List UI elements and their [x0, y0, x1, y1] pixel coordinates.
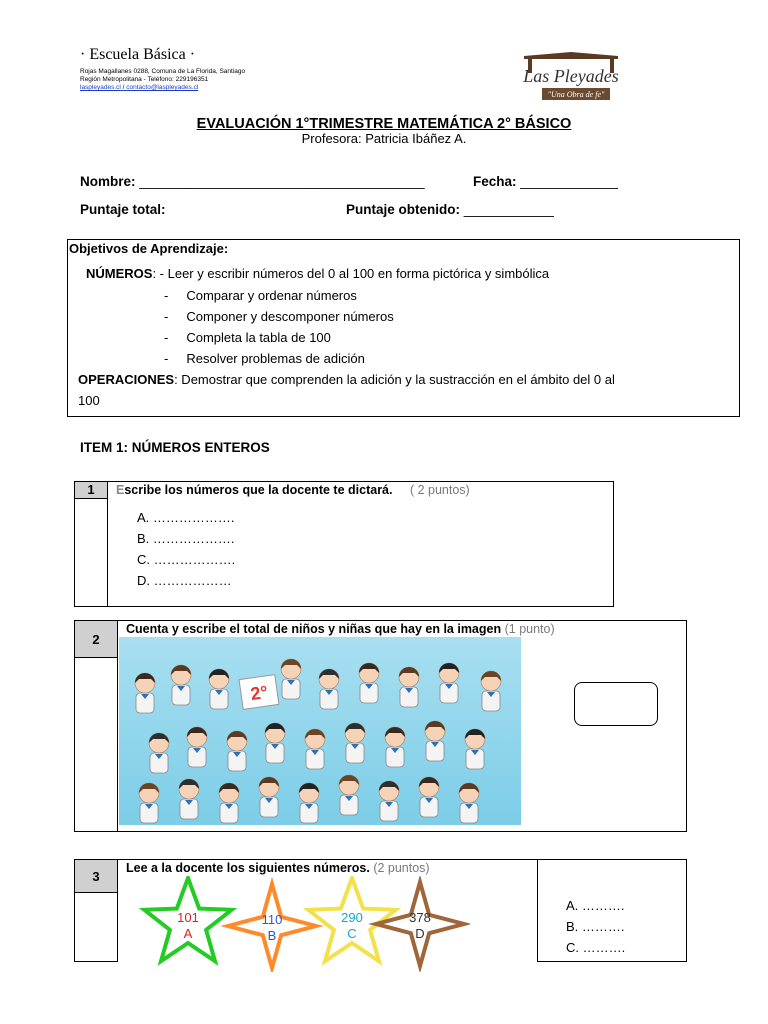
number-cell-blank	[75, 893, 118, 962]
page-title: EVALUACIÓN 1°TRIMESTRE MATEMÁTICA 2° BÁSICO	[196, 116, 572, 132]
star-letter: D	[415, 926, 425, 941]
star-letter: B	[267, 928, 277, 943]
objective-operations	[78, 372, 738, 387]
school-logo	[516, 50, 626, 105]
image-sign-text: 2°	[249, 681, 270, 705]
operations-text: : Demostrar que comprenden la adición y la sustracción en el ámbito del 0 al	[174, 372, 615, 387]
obtained-score-field[interactable]	[346, 202, 554, 217]
link-separator: /	[122, 84, 125, 91]
number-cell-blank	[75, 499, 108, 607]
answer-line-a[interactable]: A. ……………….	[137, 510, 235, 525]
email-link[interactable]: contacto@laspleyades.cl	[126, 84, 199, 91]
question-number: 1	[75, 482, 108, 499]
obtained-line[interactable]: ____________	[463, 202, 554, 217]
school-name: · Escuela Básica ·	[80, 46, 196, 63]
objective-item: - Comparar y ordenar números	[164, 288, 357, 303]
name-line[interactable]: ______________________________________	[139, 174, 425, 189]
objective-item: - Resolver problemas de adición	[164, 351, 365, 366]
objective-numbers	[86, 266, 549, 281]
name-field[interactable]	[80, 174, 425, 189]
answer-line-b[interactable]: B. ……………….	[137, 531, 235, 546]
date-line[interactable]: _____________	[520, 174, 618, 189]
school-region: Región Metropolitana - Teléfono: 229196351	[80, 76, 209, 83]
total-score-label: Puntaje total:	[80, 202, 166, 217]
website-link[interactable]: laspleyades.cl	[80, 84, 121, 91]
date-label: Fecha:	[473, 174, 517, 189]
answer-line-c[interactable]: C. ……….	[566, 940, 626, 955]
children-illustration	[119, 637, 521, 825]
objective-item: - Componer y descomponer números	[164, 309, 394, 324]
question-number: 3	[75, 860, 118, 893]
name-label: Nombre:	[80, 174, 136, 189]
star-number: 101	[177, 910, 199, 925]
question-points: ( 2 puntos)	[409, 483, 470, 497]
star-letter: A	[183, 926, 193, 941]
question-points: (2 puntos)	[373, 861, 430, 875]
objectives-title: Objetivos de Aprendizaje:	[69, 241, 229, 256]
date-field[interactable]	[473, 174, 618, 189]
answer-line-c[interactable]: C. ……………….	[137, 552, 236, 567]
number-cell-blank	[75, 658, 118, 832]
obtained-label: Puntaje obtenido:	[346, 202, 460, 217]
teacher-name: Profesora: Patricia Ibáñez A.	[301, 131, 467, 146]
number-stars	[136, 876, 470, 972]
answer-line-b[interactable]: B. ……….	[566, 919, 625, 934]
question-text: Cuenta y escribe el total de niños y niñas que hay en la imagen (1 punto)	[126, 622, 555, 636]
question-points: (1 punto)	[504, 622, 555, 636]
answer-line-d[interactable]: D. ………………	[137, 573, 232, 588]
star-letter: C	[347, 926, 357, 941]
question-text: Escribe los números que la docente te dictará. ( 2 puntos)	[116, 483, 470, 497]
answer-box[interactable]	[574, 682, 658, 726]
answer-line-a[interactable]: A. ……….	[566, 898, 625, 913]
star-number: 290	[341, 910, 363, 925]
question-text: Lee a la docente los siguientes números. (2 puntos)	[126, 861, 430, 875]
question-number: 2	[75, 621, 118, 658]
question-1-table	[74, 481, 614, 607]
star-number: 378	[409, 910, 431, 925]
numbers-label: NÚMEROS	[86, 266, 153, 281]
numbers-text: : - Leer y escribir números del 0 al 100 en forma pictórica y simbólica	[152, 266, 550, 281]
logo-text: Las Pleyades	[523, 66, 619, 86]
logo-motto: "Una Obra de fe"	[547, 90, 605, 99]
objective-item: - Completa la tabla de 100	[164, 330, 331, 345]
operations-text-cont: 100	[78, 393, 100, 408]
star-number: 110	[261, 912, 283, 927]
item-heading: ITEM 1: NÚMEROS ENTEROS	[80, 440, 270, 455]
operations-label: OPERACIONES	[78, 372, 175, 387]
school-address: Rojas Magallanes 0288, Comuna de La Florida, Santiago	[80, 68, 246, 75]
school-links	[80, 84, 198, 91]
